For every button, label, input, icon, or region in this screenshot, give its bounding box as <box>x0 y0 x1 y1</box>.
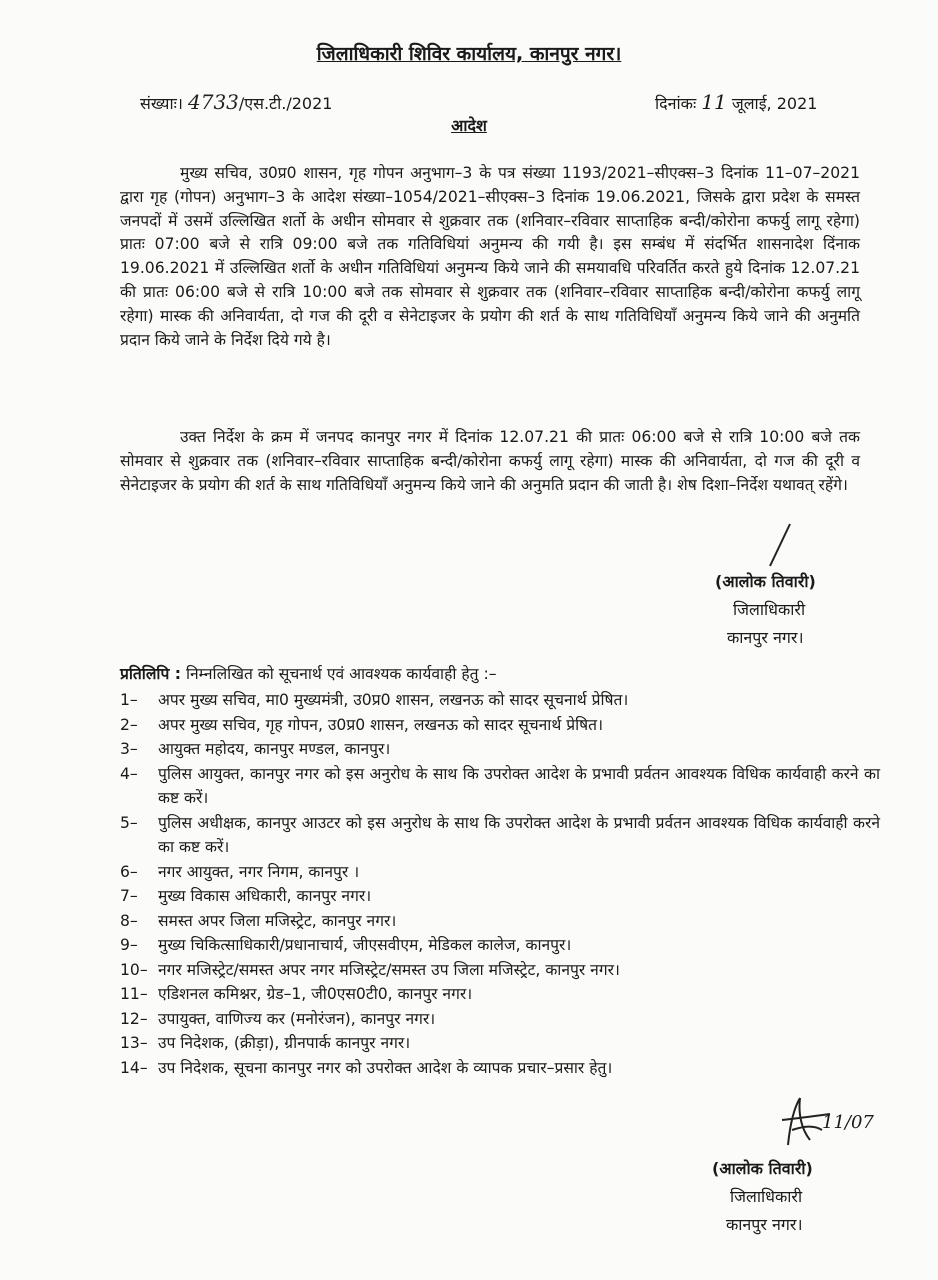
list-item: 11– एडिशनल कमिश्नर, ग्रेड–1, जी0एस0टी0, कानपुर नगर। <box>120 985 473 1003</box>
list-item: 13– उप निदेशक, (क्रीड़ा), ग्रीनपार्क कानपुर नगर। <box>120 1034 411 1052</box>
list-item: 4– पुलिस आयुक्त, कानपुर नगर को इस अनुरोध के साथ कि उपरोक्त आदेश के प्रभावी प्रर्वतन आवश्यक विधिक कार्यवाही करने का कष्ट करें। <box>120 764 880 807</box>
reference-number: संख्याः। 4733/एस.टी./2021 <box>140 90 333 114</box>
handwritten-date-day: 11 <box>701 90 727 114</box>
list-item: 9– मुख्य चिकित्साधिकारी/प्रधानाचार्य, जीएसवीएम, मेडिकल कालेज, कानपुर। <box>120 936 572 954</box>
signatory-designation: जिलाधिकारी <box>733 600 806 619</box>
body-paragraph-2: उक्त निर्देश के क्रम में जनपद कानपुर नगर में दिनांक 12.07.21 की प्रातः 06:00 बजे से रात्रि 10:00 बजे तक सोमवार से शुक्रवार तक (शनिवार–रविवार साप्ताहिक बन्दी/कोरोना कफर्यु लागू रहेगा) मास्क की अनिवार्यता, दो गज की दूरी व सेनेटाइजर के प्रयोग की शर्त के साथ गतिविधियॉं अनुमन्य किये जाने की अनुमति प्रदान की जाती है। शेष दिशा–निर्देश यथावत् रहेंगे। <box>120 428 860 494</box>
signature-initial-date: 11/07 <box>822 1112 874 1133</box>
list-item: 3– आयुक्त महोदय, कानपुर मण्डल, कानपुर। <box>120 740 391 758</box>
list-item: 1– अपर मुख्य सचिव, मा0 मुख्यमंत्री, उ0प्र0 शासन, लखनऊ को सादर सूचनार्थ प्रेषित। <box>120 691 629 709</box>
list-item: 5– पुलिस अधीक्षक, कानपुर आउटर को इस अनुरोध के साथ कि उपरोक्त आदेश के प्रभावी प्रर्वतन आवश्यक विधिक कार्यवाही करने का कष्ट करें। <box>120 813 880 856</box>
copy-list <box>120 688 880 1080</box>
list-item: 7– मुख्य विकास अधिकारी, कानपुर नगर। <box>120 887 372 905</box>
list-item: 14– उप निदेशक, सूचना कानपुर नगर को उपरोक्त आदेश के व्यापक प्रचार–प्रसार हेतु। <box>120 1058 613 1077</box>
signatory-place: कानपुर नगर। <box>726 1215 803 1234</box>
signatory-name: (आलोक तिवारी) <box>712 1159 813 1178</box>
order-date: दिनांकः 11 जूलाई, 2021 <box>655 90 818 114</box>
signature-block-1 <box>715 568 816 652</box>
order-heading: आदेश <box>451 116 487 135</box>
copy-heading: प्रतिलिपि : निम्नलिखित को सूचनार्थ एवं आवश्यक कार्यवाही हेतु :– <box>120 665 497 683</box>
list-item: 10– नगर मजिस्ट्रेट/समस्त अपर नगर मजिस्ट्रेट/समस्त उप जिला मजिस्ट्रेट, कानपुर नगर। <box>120 960 620 979</box>
signatory-place: कानपुर नगर। <box>727 628 804 647</box>
signature-block-2 <box>712 1155 813 1239</box>
office-title: जिलाधिकारी शिविर कार्यालय, कानपुर नगर। <box>316 43 622 65</box>
body-paragraph-1: मुख्य सचिव, उ0प्र0 शासन, गृह गोपन अनुभाग–3 के पत्र संख्या 1193/2021–सीएक्स–3 दिनांक 11–07–2021 द्वारा गृह (गोपन) अनुभाग–3 के आदेश संख्या–1054/2021–सीएक्स–3 दिनांक 19.06.2021, जिसके द्वारा प्रदेश के समस्त जनपदों में उसमें उल्लिखित शर्तो के अधीन सोमवार से शुक्रवार तक (शनिवार–रविवार साप्ताहिक बन्दी/कोरोना कफर्यु लागू रहेगा) प्रातः 07:00 बजे से रात्रि 09:00 बजे तक गतिविधियां अनुमन्य की गयी है। इस सम्बंध में संदर्भित शासनादेश दिंनाक 19.06.2021 में उल्लिखित शर्तो के अधीन गतिविधियां अनुमन्य किये जाने की समयावधि परिवर्तित करते हुये दिनांक 12.07.21 की प्रातः 06:00 बजे से रात्रि 10:00 बजे तक सोमवार से शुक्रवार तक (शनिवार–रविवार साप्ताहिक बन्दी/कोरोना कफर्यु लागू रहेगा) मास्क की अनिवार्यता, दो गज की दूरी व सेनेटाइजर के प्रयोग की शर्त के साथ गतिविधियॉं अनुमन्य किये जाने की अनुमति प्रदान किये जाने के निर्देश दिये गये है। <box>120 164 860 349</box>
handwritten-ref-number: 4733 <box>188 90 239 114</box>
list-item: 12– उपायुक्त, वाणिज्य कर (मनोरंजन), कानपुर नगर। <box>120 1009 436 1028</box>
list-item: 8– समस्त अपर जिला मजिस्ट्रेट, कानपुर नगर। <box>120 911 397 930</box>
signatory-designation: जिलाधिकारी <box>730 1187 803 1206</box>
signatory-name: (आलोक तिवारी) <box>715 572 816 591</box>
list-item: 2– अपर मुख्य सचिव, गृह गोपन, उ0प्र0 शासन, लखनऊ को सादर सूचनार्थ प्रेषित। <box>120 715 603 734</box>
list-item: 6– नगर आयुक्त, नगर निगम, कानपुर । <box>120 862 360 881</box>
signature-stroke <box>760 522 800 572</box>
